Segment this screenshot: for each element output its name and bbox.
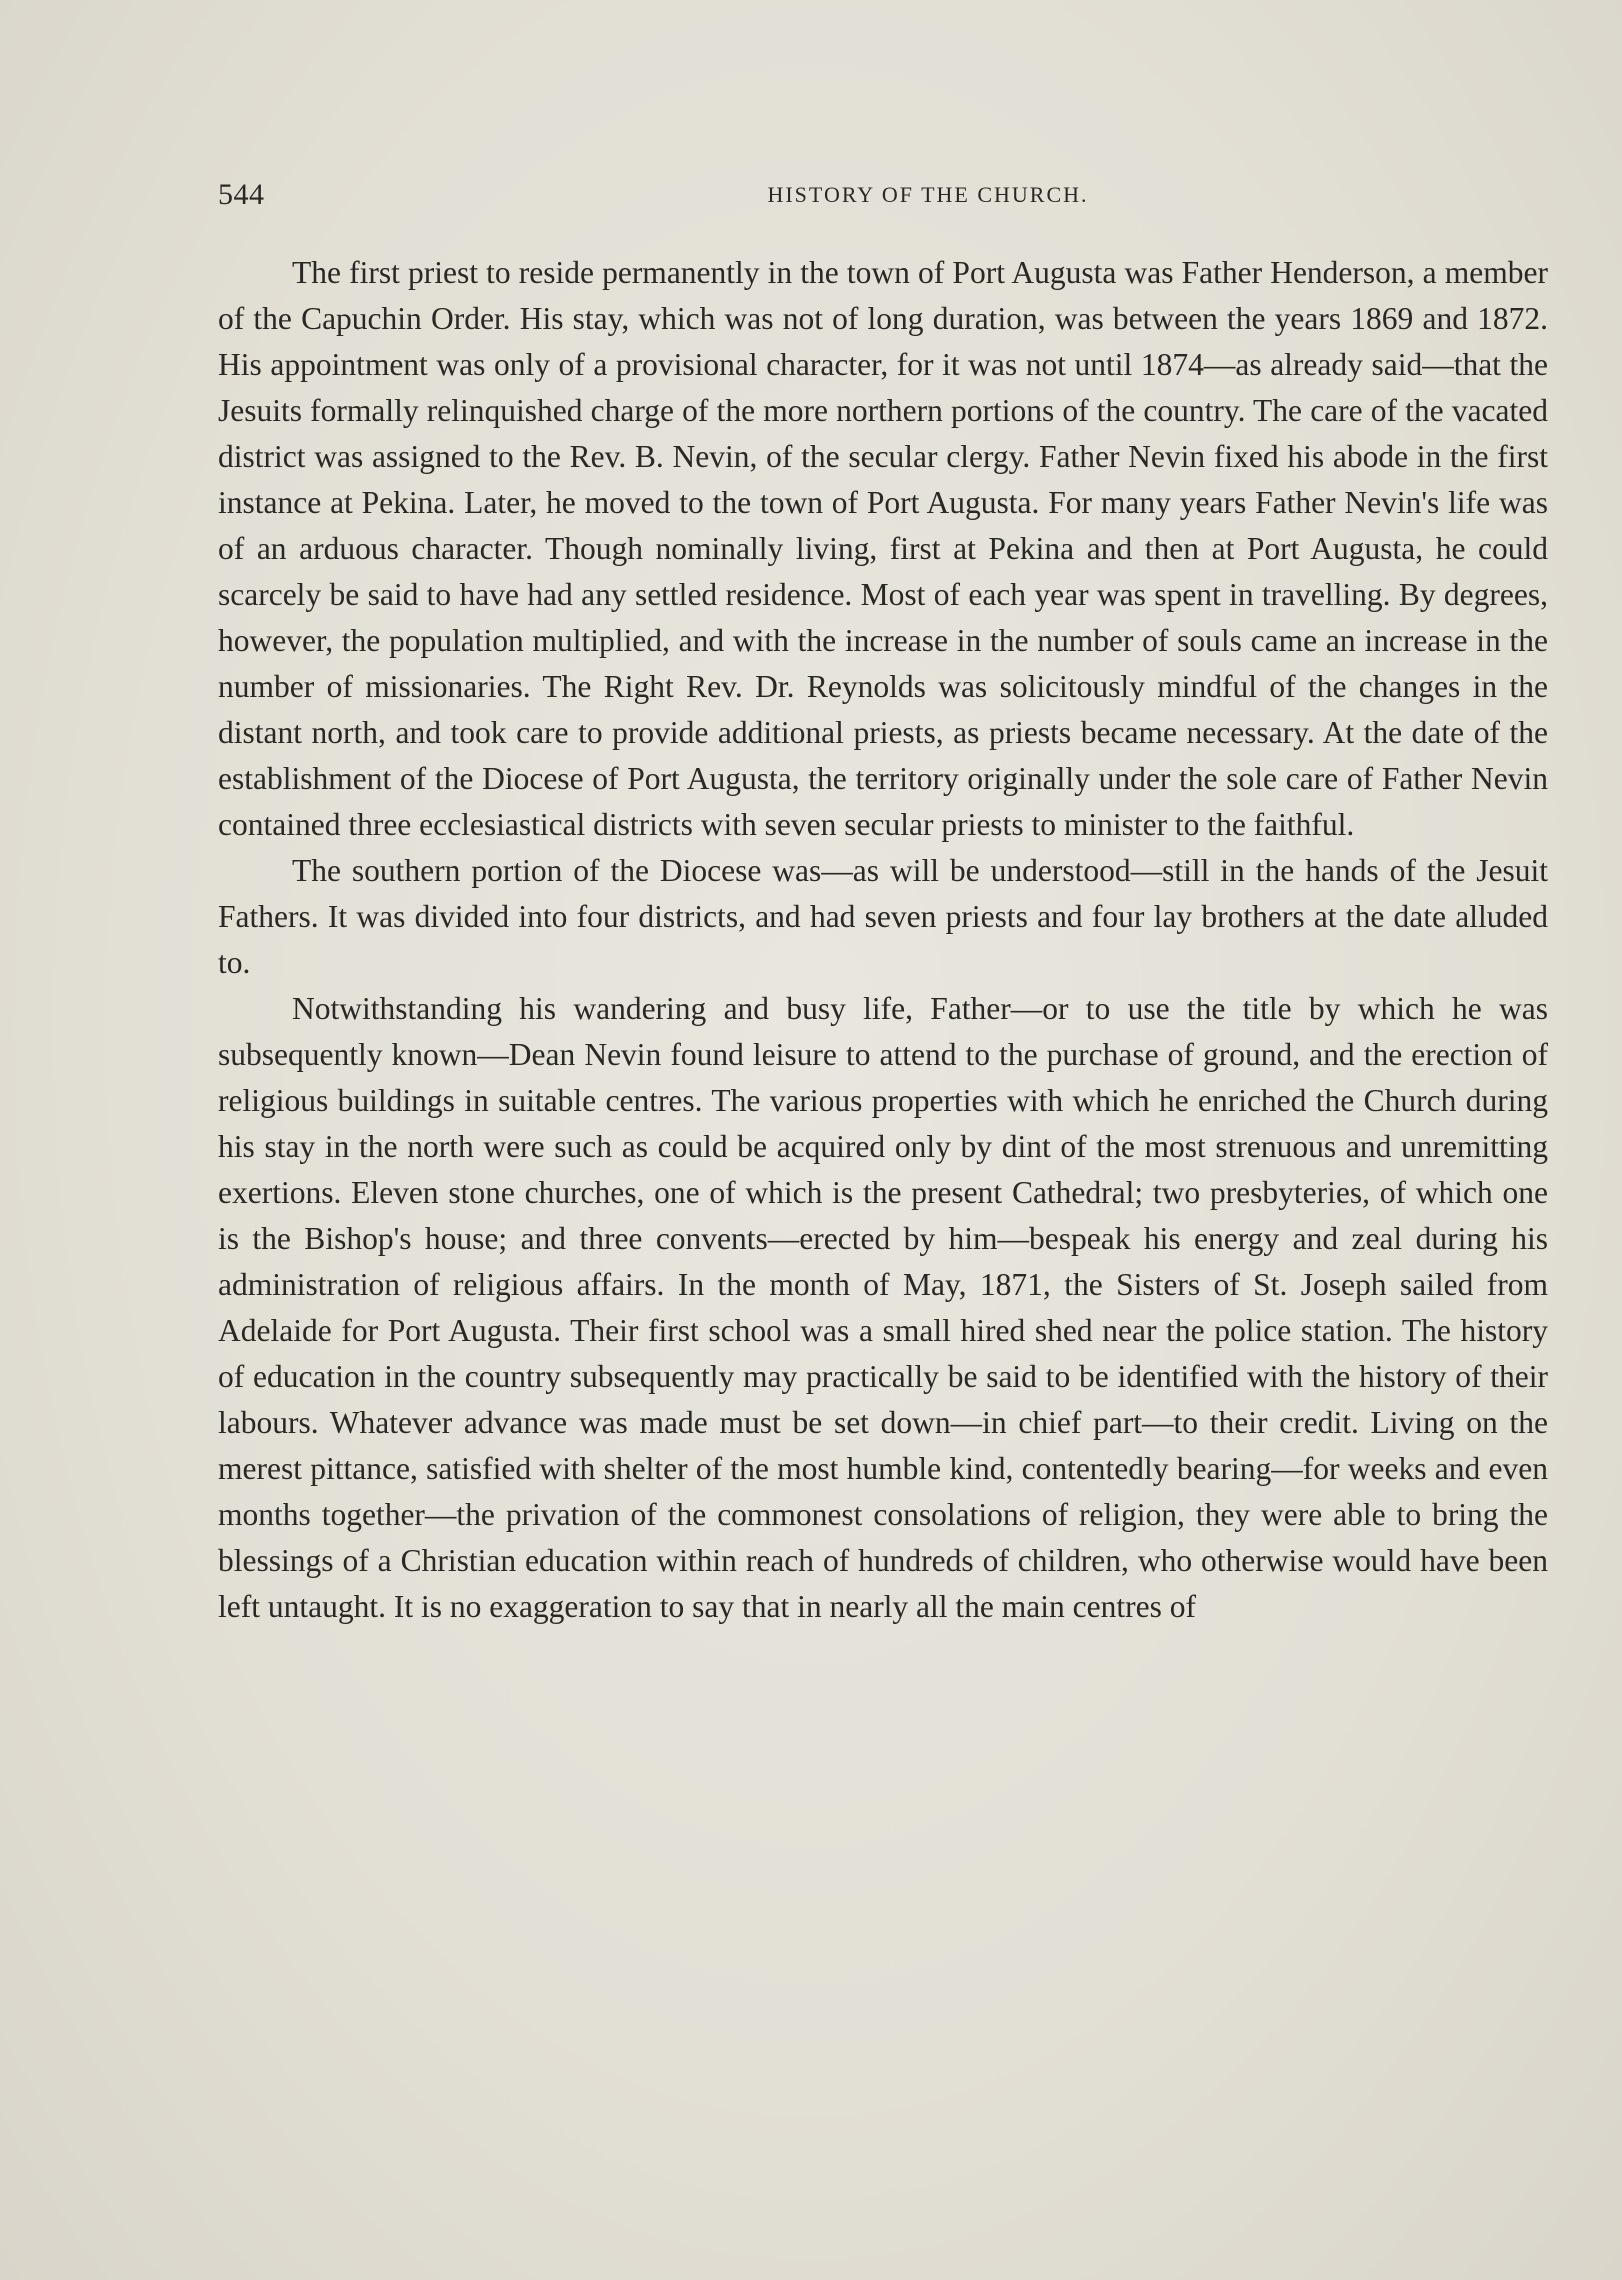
paragraph-2: The southern portion of the Diocese was—as will be understood—still in the hands of the Jesuit Fathers. It was divided into four districts, and had seven priests and four lay brothers at the date alluded to.	[218, 853, 1548, 980]
running-title: HISTORY OF THE CHURCH.	[767, 182, 1089, 207]
paragraph-3: Notwithstanding his wandering and busy life, Father—or to use the title by which he was subsequently known—Dean Nevin found leisure to attend to the purchase of ground, and the erection of religious buildings in suitable centres. The various properties with which he enriched the Church during his stay in the north were such as could be acquired only by dint of the most strenuous and unremitting exertions. Eleven stone churches, one of which is the present Cathedral; two presbyteries, of which one is the Bishop's house; and three convents—erected by him—bespeak his energy and zeal during his administration of religious affairs. In the month of May, 1871, the Sisters of St. Joseph sailed from Adelaide for Port Augusta. Their first school was a small hired shed near the police station. The history of education in the country subsequently may practically be said to be identified with the history of their labours. Whatever advance was made must be set down—in chief part—to their credit. Living on the merest pittance, satisfied with shelter of the most humble kind, contentedly bearing—for weeks and even months together—the privation of the commonest consolations of religion, they were able to bring the blessings of a Christian education within reach of hundreds of children, who otherwise would have been left untaught. It is no exaggeration to say that in nearly all the main centres of	[218, 991, 1548, 1624]
body-text	[218, 250, 1548, 1630]
paragraph-1: The first priest to reside permanently in the town of Port Augusta was Father Henderson, a member of the Capuchin Order. His stay, which was not of long duration, was between the years 1869 and 1872. His appointment was only of a provisional character, for it was not until 1874—as already said—that the Jesuits formally relinquished charge of the more northern portions of the country. The care of the vacated district was assigned to the Rev. B. Nevin, of the secular clergy. Father Nevin fixed his abode in the first instance at Pekina. Later, he moved to the town of Port Augusta. For many years Father Nevin's life was of an arduous character. Though nominally living, first at Pekina and then at Port Augusta, he could scarcely be said to have had any settled residence. Most of each year was spent in travelling. By degrees, however, the population multiplied, and with the increase in the number of souls came an increase in the number of missionaries. The Right Rev. Dr. Reynolds was solicitously mindful of the changes in the distant north, and took care to provide additional priests, as priests became necessary. At the date of the establishment of the Diocese of Port Augusta, the territory originally under the sole care of Father Nevin contained three ecclesiastical districts with seven secular priests to minister to the faithful.	[218, 255, 1548, 842]
page-header	[218, 178, 1548, 218]
page-number: 544	[218, 178, 265, 211]
